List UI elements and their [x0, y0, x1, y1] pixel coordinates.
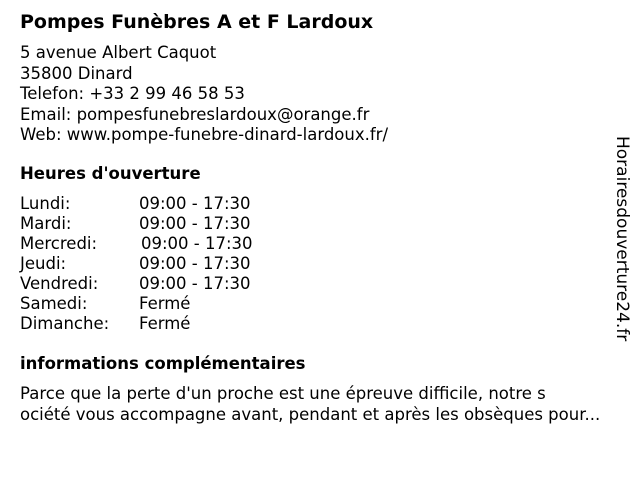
phone-line: Telefon: +33 2 99 46 58 53: [20, 84, 245, 103]
time-value: 09:00 - 17:30: [139, 254, 251, 273]
website-line: Web: www.pompe-funebre-dinard-lardoux.fr/: [20, 125, 389, 144]
contact-block: [20, 43, 388, 146]
time-value: Fermé: [139, 294, 191, 313]
day-label: Lundi:: [20, 194, 71, 213]
time-value: 09:00 - 17:30: [139, 194, 251, 213]
email-line: Email: pompesfunebreslardoux@orange.fr: [20, 104, 370, 124]
day-label: Samedi:: [20, 294, 88, 313]
time-value: 09:00 - 17:30: [139, 274, 251, 293]
additional-info-heading: informations complémentaires: [20, 354, 306, 373]
site-watermark: Horairesdouverture24.fr: [612, 136, 632, 342]
info-text-line-2: ociété vous accompagne avant, pendant et après les obsèques pour...: [20, 404, 601, 424]
time-value: Fermé: [139, 314, 191, 333]
time-value: 09:00 - 17:30: [139, 214, 251, 233]
day-label: Mercredi:: [20, 234, 98, 253]
day-label: Mardi:: [20, 214, 72, 233]
additional-info-text: [20, 384, 630, 425]
day-label: Jeudi:: [20, 254, 67, 273]
time-value: 09:00 - 17:30: [141, 234, 253, 253]
info-text-line-1: Parce que la perte d'un proche est une épreuve difficile, notre s: [20, 384, 546, 403]
business-name: Pompes Funèbres A et F Lardoux: [20, 11, 374, 33]
day-label: Vendredi:: [20, 274, 99, 293]
opening-hours-heading: Heures d'ouverture: [20, 164, 201, 183]
day-label: Dimanche:: [20, 314, 110, 333]
address-city: 35800 Dinard: [20, 63, 133, 83]
address-street: 5 avenue Albert Caquot: [20, 43, 217, 62]
